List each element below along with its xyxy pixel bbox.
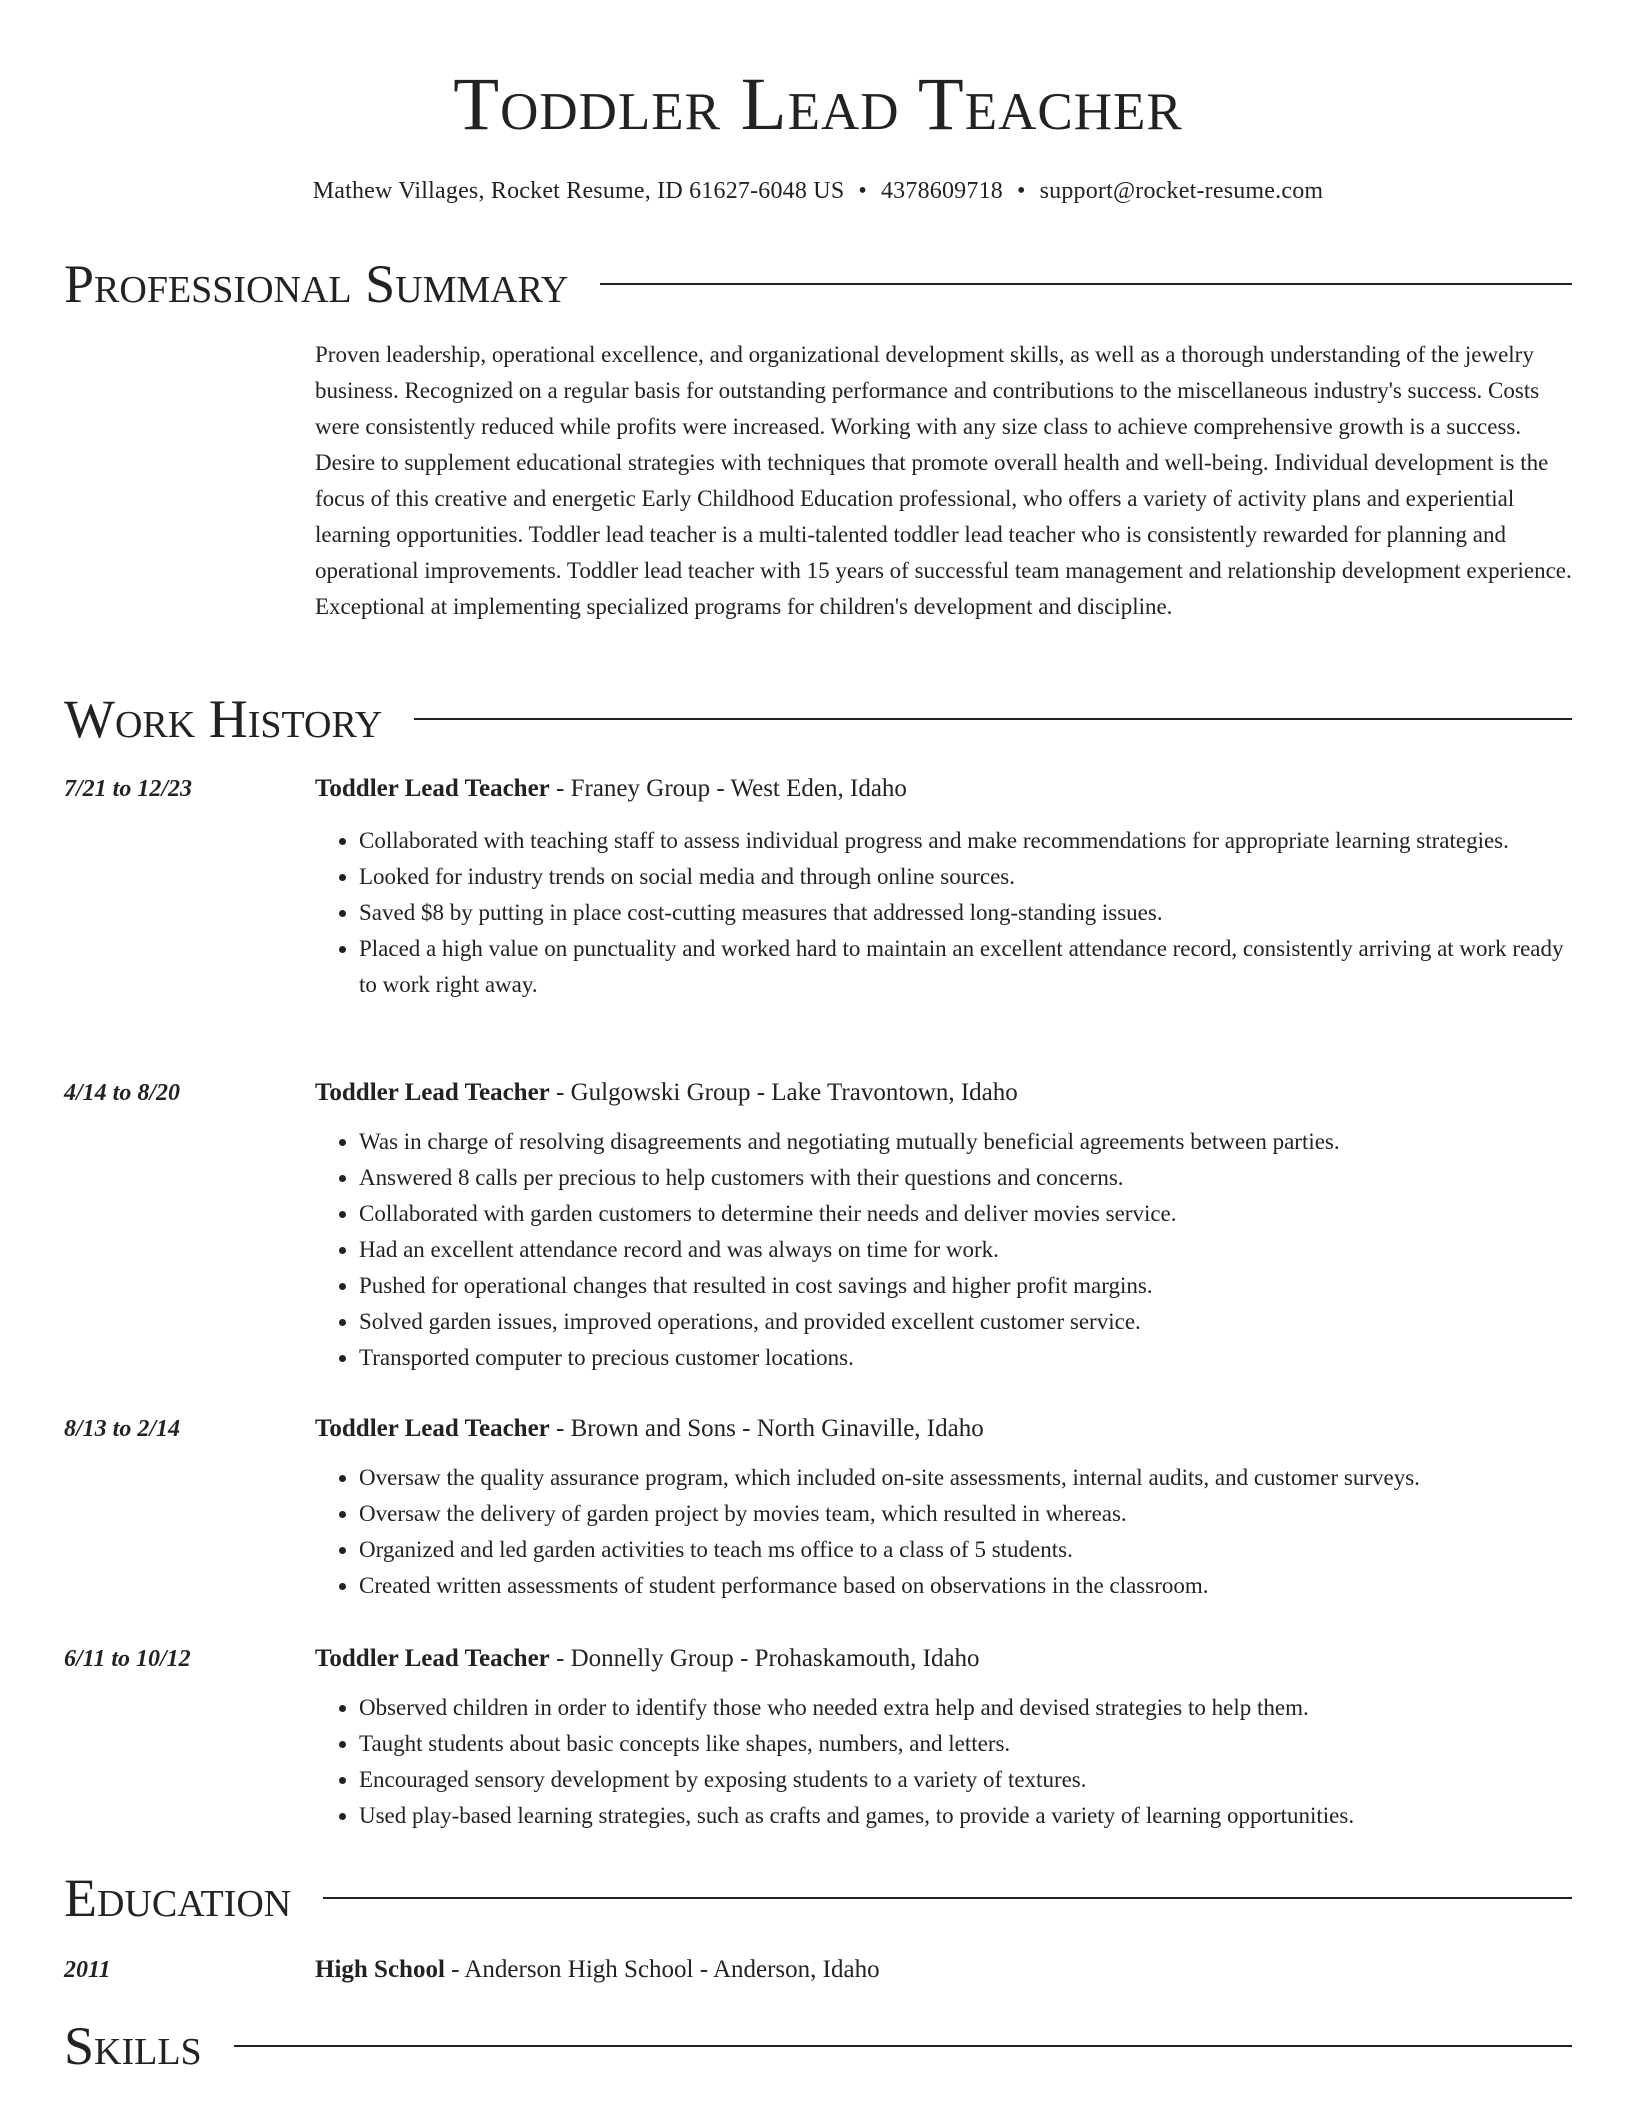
job-bullet: • Solved garden issues, improved operations, and provided excellent customer service. [359,1304,1572,1340]
job-details: - Gulgowski Group - Lake Travontown, Idaho [549,1079,1018,1106]
job-header [315,1644,980,1674]
summary-text: Proven leadership, operational excellence, and organizational development skills, as well as a thorough understanding of the jewelry business. Recognized on a regular basis for outstanding performance and contributions to the miscellaneous industry's success. Costs were consistently reduced while profits were increased. Working with any size class to achieve comprehensive growth is a success. Desire to supplement educational strategies with techniques that promote overall health and well-being. Individual development is the focus of this creative and energetic Early Childhood Education professional, who offers a variety of activity plans and experiential learning opportunities. Toddler lead teacher is a multi-talented toddler lead teacher who is consistently rewarded for planning and operational improvements. Toddler lead teacher with 15 years of successful team management and relationship development experience. Exceptional at implementing specialized programs for children's development and discipline. [315,342,1572,619]
job-bullet: • Placed a high value on punctuality and worked hard to maintain an excellent attendance record, consistently arriving at work ready to work right away. [359,931,1572,1003]
education-details: - Anderson High School - Anderson, Idaho [444,1956,880,1983]
skills-title: Skills [64,2016,202,2076]
job-dates: 6/11 to 10/12 [64,1646,191,1672]
job-bullet: • Pushed for operational changes that resulted in cost savings and higher profit margins. [359,1268,1572,1304]
job-bullet: • Observed children in order to identify those who needed extra help and devised strategies to help them. [359,1690,1572,1726]
job-header [315,1414,984,1444]
education-degree: High School [315,1956,445,1983]
contact-address: Mathew Villages, Rocket Resume, ID 61627-6048 US [312,178,845,204]
summary-heading [64,252,1572,316]
job-bullet: • Encouraged sensory development by exposing students to a variety of textures. [359,1762,1572,1798]
contact-separator: • [1016,178,1026,204]
work-history-heading [64,687,1572,751]
job-dates: 8/13 to 2/14 [64,1416,181,1442]
job-bullet: • Created written assessments of student performance based on observations in the classroom. [359,1568,1572,1604]
job-details: - Donnelly Group - Prohaskamouth, Idaho [549,1645,980,1672]
work-history-title: Work History [64,689,383,749]
section-divider [234,2045,1572,2047]
job-bullet: • Answered 8 calls per precious to help customers with their questions and concerns. [359,1160,1572,1196]
section-divider [600,283,1572,285]
job-details: - Franey Group - West Eden, Idaho [549,775,907,802]
job-bullets [315,1460,1572,1604]
job-bullet: • Collaborated with teaching staff to assess individual progress and make recommendations for appropriate learning strategies. [359,823,1572,859]
job-bullet: • Oversaw the quality assurance program, which included on-site assessments, internal audits, and customer surveys. [359,1460,1572,1496]
job-bullet: • Transported computer to precious customer locations. [359,1340,1572,1376]
job-bullets [315,823,1572,1003]
job-dates: 7/21 to 12/23 [64,776,193,802]
job-dates: 4/14 to 8/20 [64,1080,181,1106]
education-title: Education [64,1868,292,1928]
education-heading [64,1866,1572,1930]
job-role: Toddler Lead Teacher [315,1645,550,1672]
contact-line [64,176,1572,206]
contact-phone: 4378609718 [880,178,1003,204]
contact-separator: • [858,178,867,204]
job-role: Toddler Lead Teacher [315,1415,550,1442]
contact-email: support@rocket-resume.com [1039,178,1324,204]
section-divider [414,718,1572,720]
job-header [315,1078,1018,1108]
job-bullet: • Collaborated with garden customers to determine their needs and deliver movies service. [359,1196,1572,1232]
job-bullet: • Was in charge of resolving disagreements and negotiating mutually beneficial agreements between parties. [359,1124,1572,1160]
job-header [315,774,907,804]
job-bullet: • Taught students about basic concepts like shapes, numbers, and letters. [359,1726,1572,1762]
skills-heading [64,2014,1572,2078]
job-bullets [315,1690,1572,1834]
section-divider [323,1897,1572,1899]
job-bullet: • Oversaw the delivery of garden project by movies team, which resulted in whereas. [359,1496,1572,1532]
job-bullet: • Looked for industry trends on social media and through online sources. [359,859,1572,895]
job-bullet: • Had an excellent attendance record and was always on time for work. [359,1232,1572,1268]
summary-title: Professional Summary [64,254,569,314]
job-role: Toddler Lead Teacher [315,1079,550,1106]
resume-name: Toddler Lead Teacher [453,63,1183,146]
job-details: - Brown and Sons - North Ginaville, Idaho [549,1415,984,1442]
job-role: Toddler Lead Teacher [315,775,550,802]
education-header [315,1955,880,1985]
job-bullet: • Organized and led garden activities to teach ms office to a class of 5 students. [359,1532,1572,1568]
job-bullet: • Saved $8 by putting in place cost-cutting measures that addressed long-standing issues. [359,895,1572,931]
job-bullets [315,1124,1572,1376]
education-year: 2011 [64,1957,111,1983]
job-bullet: • Used play-based learning strategies, such as crafts and games, to provide a variety of learning opportunities. [359,1798,1572,1834]
